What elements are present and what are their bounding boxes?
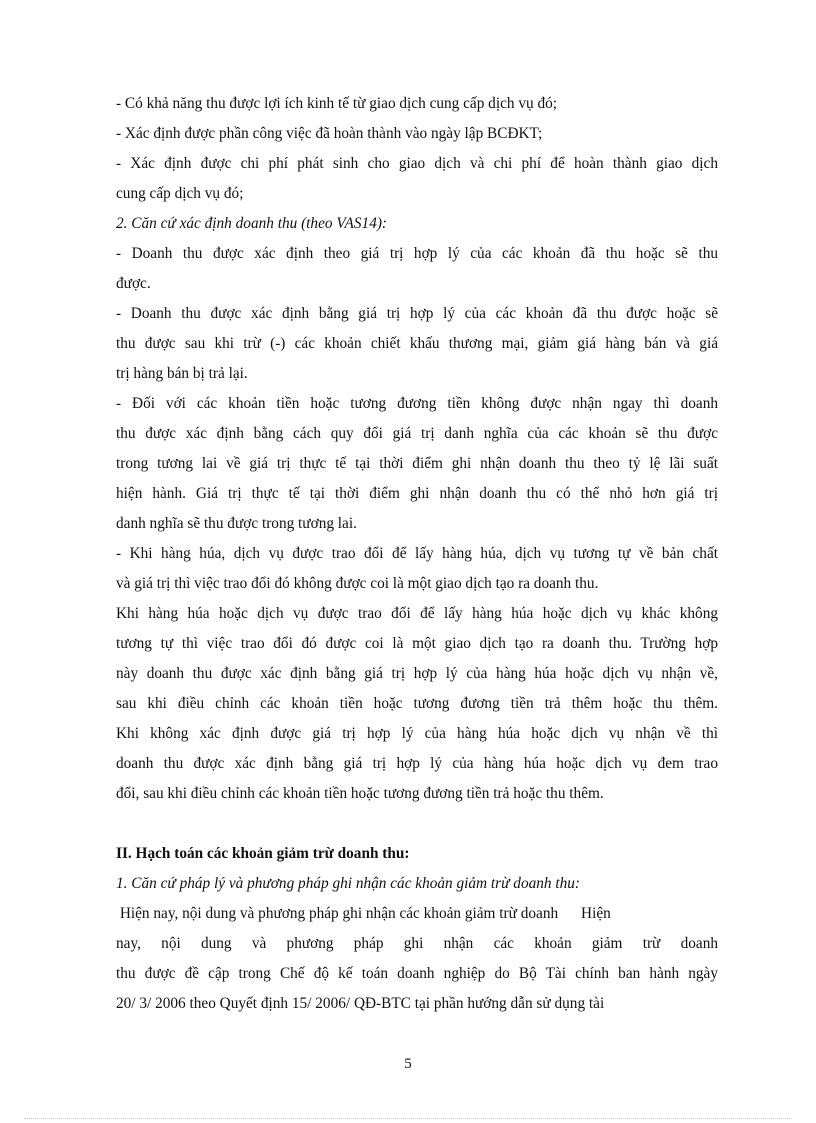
text-line: sau khi điều chỉnh các khoản tiền hoặc tương đương tiền trả thêm hoặc thu thêm.: [116, 695, 718, 712]
text-line: thu được xác định bằng cách quy đổi giá trị danh nghĩa của các khoản sẽ thu được: [116, 425, 718, 442]
text-line: được.: [116, 275, 151, 292]
text-line: Khi hàng húa hoặc dịch vụ được trao đổi để lấy hàng húa hoặc dịch vụ khác không: [116, 605, 718, 622]
text-line: - Doanh thu được xác định theo giá trị hợp lý của các khoản đã thu hoặc sẽ thu: [116, 245, 718, 262]
text-line: - Xác định được phần công việc đã hoàn thành vào ngày lập BCĐKT;: [116, 125, 543, 142]
text-line: đổi, sau khi điều chỉnh các khoản tiền hoặc tương đương tiền trả hoặc thu thêm.: [116, 785, 604, 802]
page-edge-divider: [24, 1118, 792, 1119]
subheading: 1. Căn cứ pháp lý và phương pháp ghi nhận các khoản giảm trừ doanh thu:: [116, 875, 581, 892]
text-line: - Có khả năng thu được lợi ích kinh tế từ giao dịch cung cấp dịch vụ đó;: [116, 95, 558, 112]
section-heading: II. Hạch toán các khoản giảm trừ doanh thu:: [116, 845, 410, 862]
text-line: hiện hành. Giá trị thực tế tại thời điểm ghi nhận doanh thu có thể nhỏ hơn giá trị: [116, 485, 718, 502]
text-line: danh nghĩa sẽ thu được trong tương lai.: [116, 515, 357, 532]
text-line: trong tương lai về giá trị thực tế tại thời điểm ghi nhận doanh thu theo tỷ lệ lãi suất: [116, 455, 718, 472]
text-line: - Xác định được chi phí phát sinh cho giao dịch và chi phí để hoàn thành giao dịch: [116, 155, 718, 172]
text-line: - Đối với các khoản tiền hoặc tương đương tiền không được nhận ngay thì doanh: [116, 395, 718, 412]
text-line: và giá trị thì việc trao đổi đó không được coi là một giao dịch tạo ra doanh thu.: [116, 575, 599, 592]
text-line: tương tự thì việc trao đổi đó được coi là một giao dịch tạo ra doanh thu. Trường hợp: [116, 635, 718, 652]
text-line: Khi không xác định được giá trị hợp lý của hàng húa hoặc dịch vụ nhận về thì: [116, 725, 718, 742]
text-line: - Doanh thu được xác định bằng giá trị hợp lý của các khoản đã thu được hoặc sẽ: [116, 305, 718, 322]
text-line: thu được đề cập trong Chế độ kế toán doanh nghiệp do Bộ Tài chính ban hành ngày: [116, 965, 718, 982]
page-number: 5: [404, 1056, 412, 1072]
text-line: - Khi hàng húa, dịch vụ được trao đổi để lấy hàng húa, dịch vụ tương tự về bản chất: [116, 545, 718, 562]
text-line: thu được sau khi trừ (-) các khoản chiết khấu thương mại, giảm giá hàng bán và giá: [116, 335, 718, 352]
text-line: cung cấp dịch vụ đó;: [116, 185, 244, 202]
text-line: này doanh thu được xác định bằng giá trị hợp lý của hàng húa hoặc dịch vụ nhận về,: [116, 665, 718, 682]
text-line: nay, nội dung và phương pháp ghi nhận các khoản giảm trừ doanh: [116, 935, 718, 952]
text-line: trị hàng bán bị trả lại.: [116, 365, 248, 382]
text-line: doanh thu được xác định bằng giá trị hợp lý của hàng húa hoặc dịch vụ đem trao: [116, 755, 718, 772]
text-line: 20/ 3/ 2006 theo Quyết định 15/ 2006/ QĐ-BTC tại phần hướng dẫn sử dụng tài: [116, 995, 605, 1012]
subheading: 2. Căn cứ xác định doanh thu (theo VAS14):: [116, 215, 388, 232]
text-line: Hiện nay, nội dung và phương pháp ghi nhận các khoản giảm trừ doanh Hiện: [116, 905, 611, 922]
